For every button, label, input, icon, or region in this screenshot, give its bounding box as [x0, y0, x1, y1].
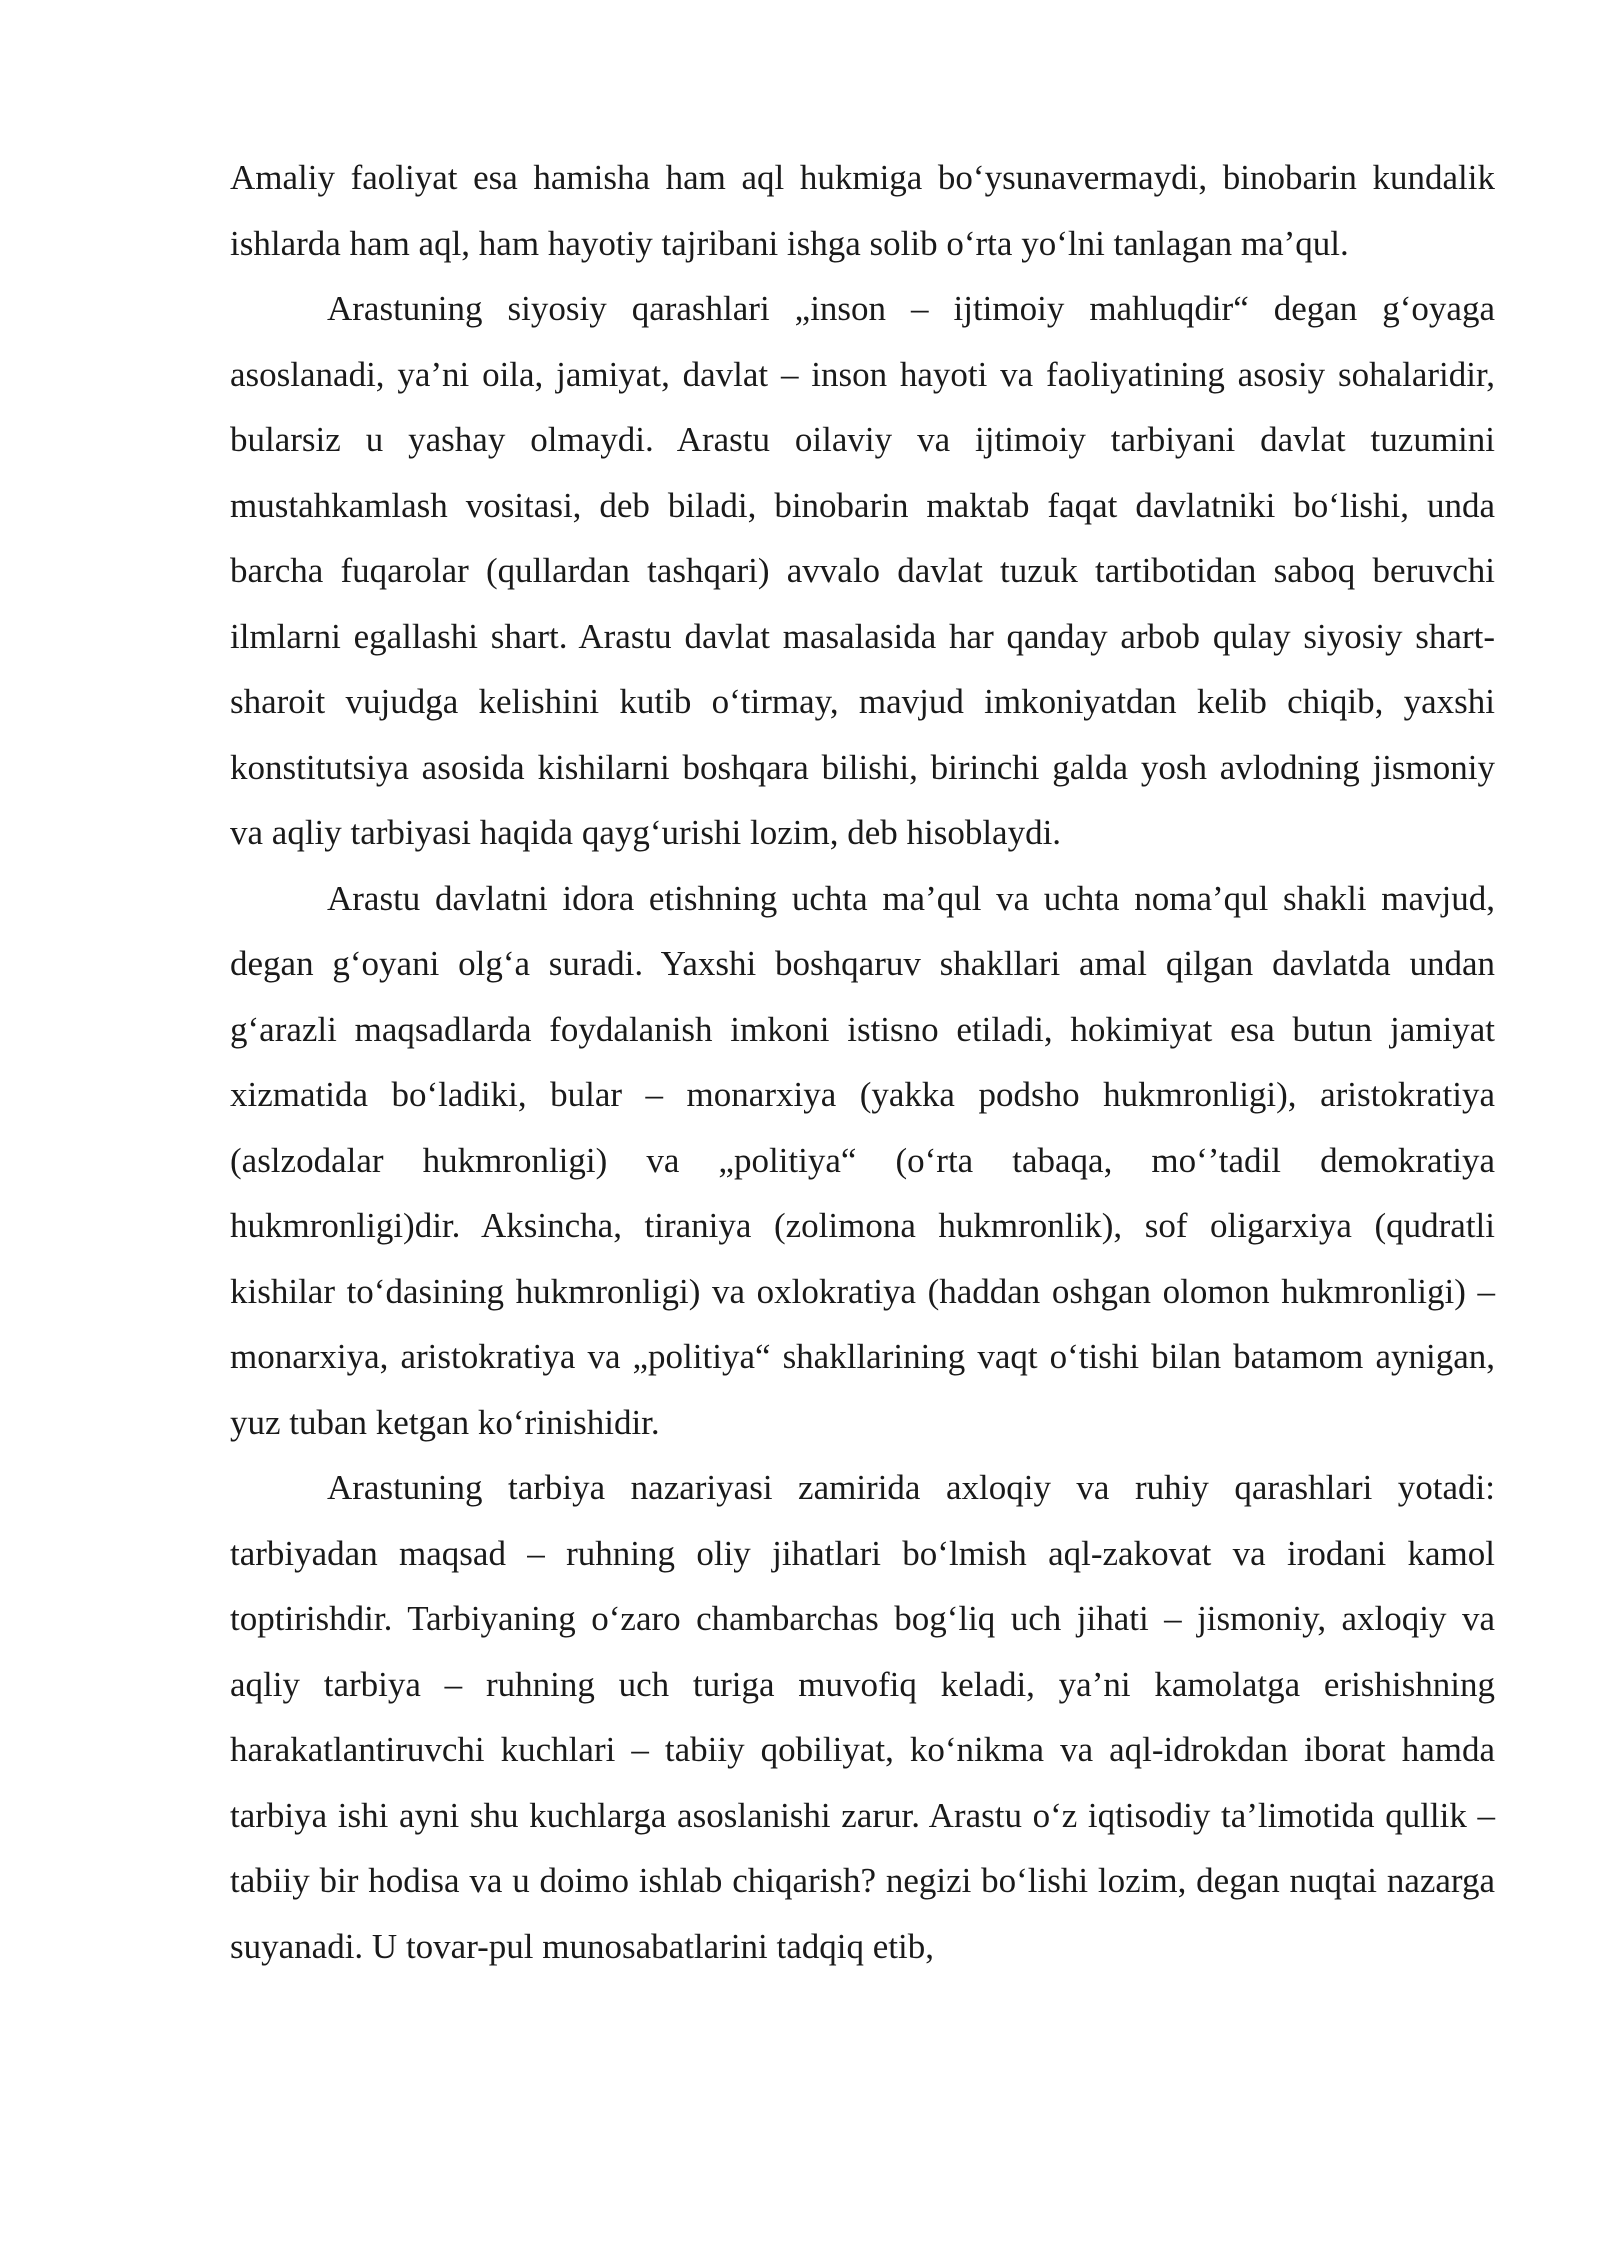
paragraph-4: Arastuning tarbiya nazariyasi zamirida axloqiy va ruhiy qarashlari yotadi: tarbiyadan maqsad – ruhning oliy jihatlari bo‘lmish aql-zakovat va irodani kamol toptirishdir. Tarbiyaning o‘zaro chambarchas bog‘liq uch jihati – jismoniy, axloqiy va aqliy tarbiya – ruhning uch turiga muvofiq keladi, ya’ni kamolatga erishishning harakatlantiruvchi kuchlari – tabiiy qobiliyat, ko‘nikma va aql-idrokdan iborat hamda tarbiya ishi ayni shu kuchlarga asoslanishi zarur. Arastu o‘z iqtisodiy ta’limotida qullik – tabiiy bir hodisa va u doimo ishlab chiqarish? negizi bo‘lishi lozim, degan nuqtai nazarga suyanadi. U tovar-pul munosabatlarini tadqiq etib,: [230, 1468, 1495, 1966]
paragraph-1: Amaliy faoliyat esa hamisha ham aql hukmiga bo‘ysunavermaydi, binobarin kundalik ishlarda ham aql, ham hayotiy tajribani ishga solib o‘rta yo‘lni tanlagan ma’qul.: [230, 158, 1495, 263]
body-text: [230, 145, 1495, 1979]
paragraph-3: Arastu davlatni idora etishning uchta ma’qul va uchta noma’qul shakli mavjud, degan g‘oyani olg‘a suradi. Yaxshi boshqaruv shakllari amal qilgan davlatda undan g‘arazli maqsadlarda foydalanish imkoni istisno etiladi, hokimiyat esa butun jamiyat xizmatida bo‘ladiki, bular – monarxiya (yakka podsho hukmronligi), aristokratiya (aslzodalar hukmronligi) va „politiya“ (o‘rta tabaqa, mo‘’tadil demokratiya hukmronligi)dir. Aksincha, tiraniya (zolimona hukmronlik), sof oligarxiya (qudratli kishilar to‘dasining hukmronligi) va oxlokratiya (haddan oshgan olomon hukmronligi) – monarxiya, aristokratiya va „politiya“ shakllarining vaqt o‘tishi bilan batamom aynigan, yuz tuban ketgan ko‘rinishidir.: [230, 878, 1495, 1442]
paragraph-2: Arastuning siyosiy qarashlari „inson – ijtimoiy mahluqdir“ degan g‘oyaga asoslanadi, ya’ni oila, jamiyat, davlat – inson hayoti va faoliyatining asosiy sohalaridir, bularsiz u yashay olmaydi. Arastu oilaviy va ijtimoiy tarbiyani davlat tuzumini mustahkamlash vositasi, deb biladi, binobarin maktab faqat davlatniki bo‘lishi, unda barcha fuqarolar (qullardan tashqari) avvalo davlat tuzuk tartibotidan saboq beruvchi ilmlarni egallashi shart. Arastu davlat masalasida har qanday arbob qulay siyosiy shart-sharoit vujudga kelishini kutib o‘tirmay, mavjud imkoniyatdan kelib chiqib, yaxshi konstitutsiya asosida kishilarni boshqara bilishi, birinchi galda yosh avlodning jismoniy va aqliy tarbiyasi haqida qayg‘urishi lozim, deb hisoblaydi.: [230, 289, 1495, 852]
